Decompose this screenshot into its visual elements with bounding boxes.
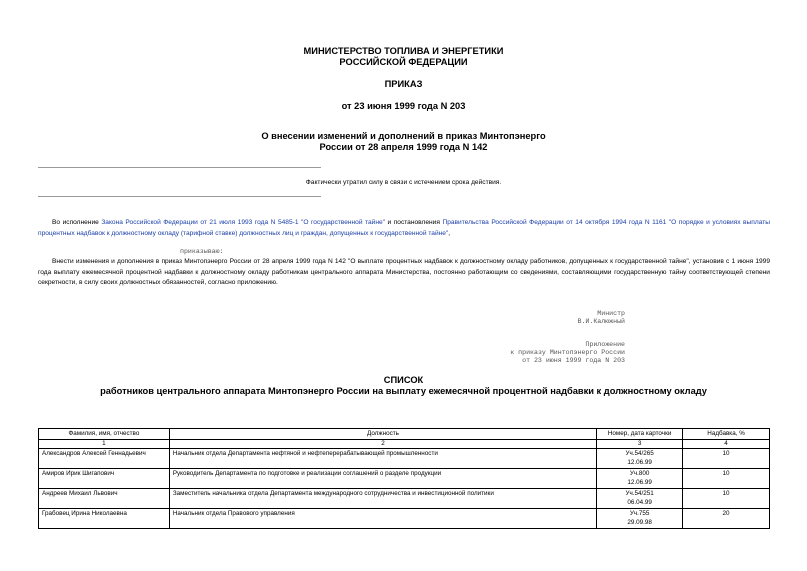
card-cell	[597, 469, 683, 489]
employee-name: Амиров Ирик Шигапович	[39, 469, 170, 489]
table-row	[39, 509, 770, 529]
column-header-card: Номер, дата карточки	[597, 429, 683, 440]
document-title-line2: России от 28 апреля 1999 года N 142	[319, 142, 488, 152]
list-subtitle: работников центрального аппарата Минтопэнерго России на выплату ежемесячной процентной надбавки к должностному окладу	[100, 386, 707, 396]
appendix-line3: от 23 июня 1999 года N 203	[522, 357, 625, 364]
ministry-name-line2: РОССИЙСКОЙ ФЕДЕРАЦИИ	[339, 57, 468, 67]
bonus-percent: 20	[683, 509, 770, 529]
card-number: Уч.54/265	[625, 450, 654, 458]
card-cell	[597, 489, 683, 509]
list-title: СПИСОК	[383, 375, 424, 385]
employee-name: Грабовец Ирина Николаевна	[39, 509, 170, 529]
column-number: 4	[683, 440, 770, 449]
table-row	[39, 489, 770, 509]
table-row	[39, 469, 770, 489]
card-date: 29.09.98	[627, 518, 652, 526]
table-column-numbers-row	[39, 440, 770, 449]
government-decree-link[interactable]: Правительства Российской Федерации от 14 октября 1994 года N 1161 "О порядке и условиях выплаты процентных надбавок к должностному окладу (тарифной ставке) должностных лиц и граждан, допущенных к государственной тайне"	[38, 219, 770, 237]
appendix-line2: к приказу Минтопэнерго России	[510, 349, 625, 356]
appendix-reference	[510, 341, 625, 365]
table-row	[39, 449, 770, 469]
employee-position: Начальник отдела Департамента нефтяной и нефтеперерабатывающей промышленности	[169, 449, 596, 469]
divider-top	[38, 167, 321, 168]
column-header-bonus: Надбавка, %	[683, 429, 770, 440]
preamble-mid: и постановления	[384, 219, 443, 226]
card-number: Уч.54/251	[625, 490, 654, 498]
table-header-row	[39, 429, 770, 440]
card-date: 12.06.99	[627, 478, 652, 486]
signature-block	[578, 310, 625, 326]
bonus-percent: 10	[683, 489, 770, 509]
bonus-percent: 10	[683, 449, 770, 469]
bonus-percent: 10	[683, 469, 770, 489]
card-date: 12.06.99	[627, 458, 652, 466]
signature-position: Министр	[597, 310, 625, 317]
employee-position: Начальник отдела Правового управления	[169, 509, 596, 529]
card-number: Уч.755	[629, 510, 650, 518]
employee-position: Руководитель Департамента по подготовке и реализации соглашений о разделе продукции	[169, 469, 596, 489]
document-type: ПРИКАЗ	[384, 79, 423, 89]
signature-name: В.И.Калюжный	[577, 318, 625, 325]
divider-bottom	[38, 196, 321, 197]
card-date: 06.04.99	[627, 498, 652, 506]
employee-name: Андреев Михаил Львович	[39, 489, 170, 509]
column-number: 3	[597, 440, 683, 449]
status-note: Фактически утратил силу в связи с истечением срока действия.	[305, 179, 502, 186]
card-cell	[597, 509, 683, 529]
document-title-line1: О внесении изменений и дополнений в приказ Минтопэнерго	[261, 131, 546, 141]
order-word: приказываю:	[180, 248, 224, 255]
card-number: Уч.800	[629, 470, 650, 478]
employees-table	[38, 428, 770, 529]
column-number: 1	[39, 440, 170, 449]
employee-position: Заместитель начальника отдела Департамента международного сотрудничества и инвестиционной политики	[169, 489, 596, 509]
preamble-lead: Во исполнение	[52, 219, 102, 226]
employee-name: Александров Алексей Геннадьевич	[39, 449, 170, 469]
law-link[interactable]: Закона Российской Федерации от 21 июля 1993 года N 5485-1 "О государственной тайне"	[101, 219, 385, 226]
column-header-position: Должность	[169, 429, 596, 440]
card-cell	[597, 449, 683, 469]
document-date-number: от 23 июня 1999 года N 203	[341, 101, 466, 111]
preamble-tail: ,	[448, 229, 451, 237]
order-paragraph: Внести изменения и дополнения в приказ Минтопэнерго России от 28 апреля 1999 года N 142 "О выплате процентных надбавок к должностному окладу работников, допущенных к государственной тайне", установив с 1 июня 1999 года выплату ежемесячной процентной надбавки к должностному окладу работникам центрального аппарата Министерства, постоянно работающим со сведениями, составляющими государственную тайну соответствующей степени секретности, в силу своих должностных обязанностей, согласно приложению.	[38, 258, 770, 286]
preamble-paragraph	[38, 218, 770, 239]
column-number: 2	[169, 440, 596, 449]
ministry-name-line1: МИНИСТЕРСТВО ТОПЛИВА И ЭНЕРГЕТИКИ	[303, 46, 504, 56]
appendix-line1: Приложение	[585, 341, 625, 348]
column-header-name: Фамилия, имя, отчество	[39, 429, 170, 440]
